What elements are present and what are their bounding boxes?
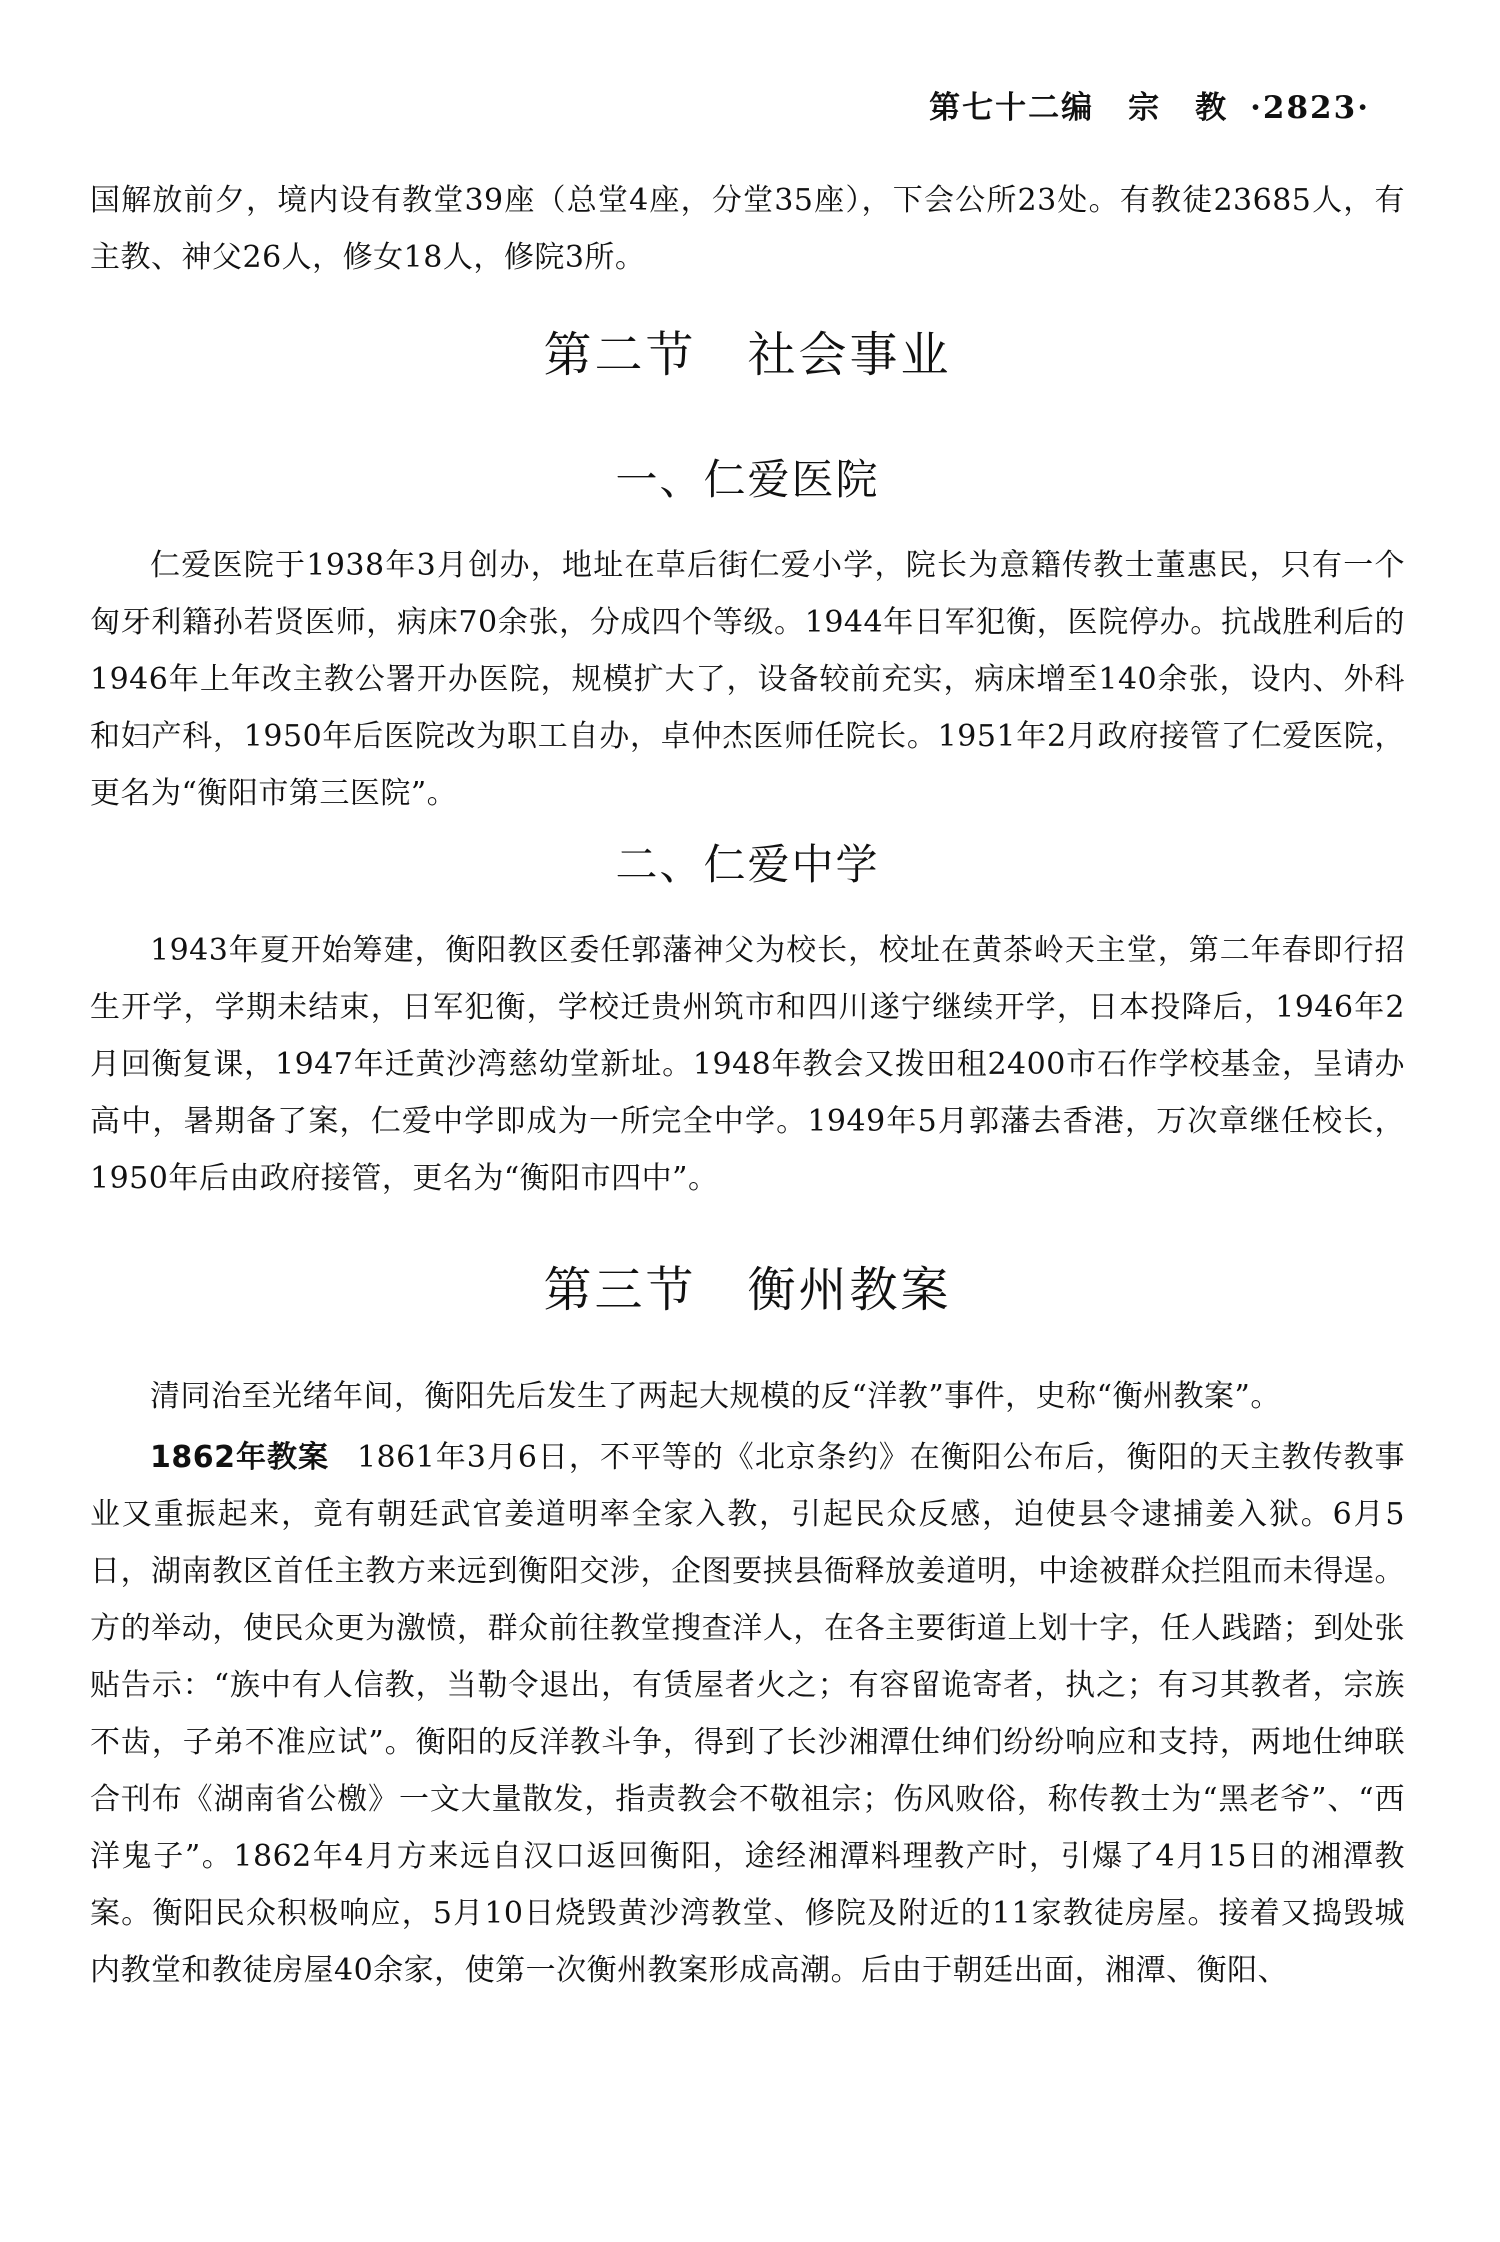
section-heading-hengzhou-case: 第三节 衡州教案 xyxy=(543,1262,952,1318)
section-heading-social-work: 第二节 社会事业 xyxy=(543,327,952,383)
school-paragraph: 1943年夏开始筹建，衡阳教区委任郭藩神父为校长，校址在黄茶岭天主堂，第二年春即行招生开学，学期未结束，日军犯衡，学校迁贵州筑市和四川遂宁继续开学，日本投降后，1946年2月回衡复课，1947年迁黄沙湾慈幼堂新址。1948年教会又拨田租2400市石作学校基金，呈请办高中，暑期备了案，仁爱中学即成为一所完全中学。1949年5月郭藩去香港，万次章继任校长，1950年后由政府接管，更名为“衡阳市四中”。 xyxy=(90,933,1405,1196)
header-title-b: 教 xyxy=(1195,90,1229,126)
body-text xyxy=(90,172,1405,1999)
intro-paragraph: 国解放前夕，境内设有教堂39座（总堂4座，分堂35座），下会公所23处。有教徒23685人，有主教、神父26人，修女18人，修院3所。 xyxy=(90,183,1405,275)
header-title-a: 宗 xyxy=(1128,90,1162,126)
incident-1862-label: 1862年教案 xyxy=(150,1440,329,1475)
hospital-paragraph: 仁爱医院于1938年3月创办，地址在草后街仁爱小学，院长为意籍传教士董惠民，只有一个匈牙利籍孙若贤医师，病床70余张，分成四个等级。1944年日军犯衡，医院停办。抗战胜利后的1946年上年改主教公署开办医院，规模扩大了，设备较前充实，病床增至140余张，设内、外科和妇产科，1950年后医院改为职工自办，卓仲杰医师任院长。1951年2月政府接管了仁爱医院，更名为“衡阳市第三医院”。 xyxy=(90,548,1405,811)
incident-1862-text: 1861年3月6日，不平等的《北京条约》在衡阳公布后，衡阳的天主教传教事业又重振起来，竟有朝廷武官姜道明率全家入教，引起民众反感，迫使县令逮捕姜入狱。6月5日，湖南教区首任主教方来远到衡阳交涉，企图要挟县衙释放姜道明，中途被群众拦阻而未得逞。方的举动，使民众更为激愤，群众前往教堂搜查洋人，在各主要街道上划十字，任人践踏；到处张贴告示：“族中有人信教，当勒令退出，有赁屋者火之；有容留诡寄者，执之；有习其教者，宗族不齿，子弟不准应试”。衡阳的反洋教斗争，得到了长沙湘潭仕绅们纷纷响应和支持，两地仕绅联合刊布《湖南省公檄》一文大量散发，指责教会不敬祖宗；伤风败俗，称传教士为“黑老爷”、“西洋鬼子”。1862年4月方来远自汉口返回衡阳，途经湘潭料理教产时，引爆了4月15日的湘潭教案。衡阳民众积极响应，5月10日烧毁黄沙湾教堂、修院及附近的11家教徒房屋。接着又捣毁城内教堂和教徒房屋40余家，使第一次衡州教案形成高潮。后由于朝廷出面，湘潭、衡阳、 xyxy=(90,1440,1405,1988)
subheading-renai-hospital: 一、仁爱医院 xyxy=(615,455,880,504)
hengzhou-intro-paragraph: 清同治至光绪年间，衡阳先后发生了两起大规模的反“洋教”事件，史称“衡州教案”。 xyxy=(150,1379,1281,1414)
running-header xyxy=(929,82,1370,127)
incident-1862-paragraph xyxy=(90,1429,1405,1999)
header-part: 第七十二编 xyxy=(929,90,1095,126)
page-number: ·2823· xyxy=(1250,90,1370,126)
subheading-renai-middle-school: 二、仁爱中学 xyxy=(615,840,880,889)
